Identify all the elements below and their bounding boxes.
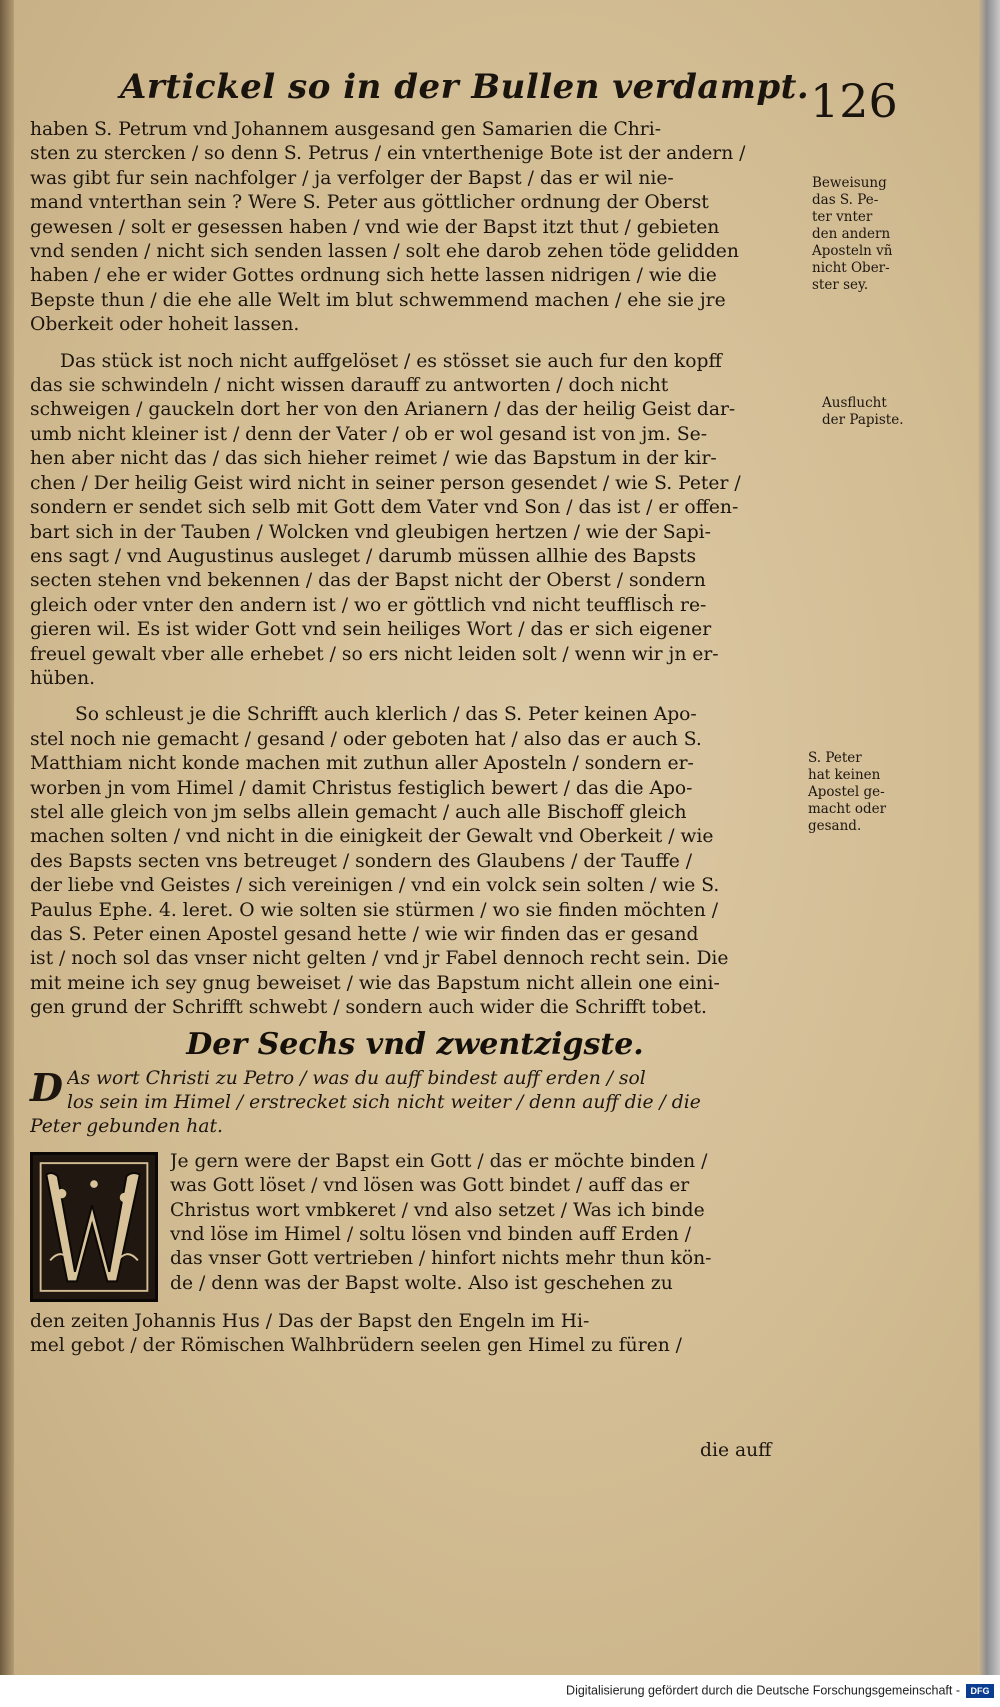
article-initial: D [30, 1064, 63, 1110]
marginal-note-3 [808, 750, 908, 835]
marginal-line: nicht Ober- [812, 260, 890, 276]
catchword: die auff [700, 1440, 772, 1461]
text-line: was Gott löset / vnd lösen was Gott bindet / auff das er [170, 1175, 690, 1197]
text-line: hen aber nicht das / das sich hieher reimet / wie das Bapstum in der kir- [30, 448, 717, 470]
text-line: Matthiam nicht konde machen mit zuthun aller Aposteln / sondern er- [30, 753, 694, 775]
marginal-line: S. Peter [808, 750, 862, 766]
marginal-line: das S. Pe- [812, 192, 879, 208]
marginal-note-2 [822, 395, 922, 429]
text-line: mel gebot / der Römischen Walhbrüdern seelen gen Himel zu füren / [30, 1335, 682, 1357]
credit-text: Digitalisierung gefördert durch die Deutsche Forschungsgemeinschaft - [566, 1683, 960, 1698]
text-line: worben jn vom Himel / damit Christus festiglich bewert / das die Apo- [30, 777, 693, 799]
page-edge [978, 0, 1000, 1675]
commentary-continued [30, 1310, 800, 1359]
text-line: stel noch nie gemacht / gesand / oder geboten hat / also das er auch S. [30, 728, 702, 750]
text-line: Christus wort vmbkeret / vnd also setzet / Was ich binde [170, 1199, 705, 1221]
text-line: gen grund der Schrifft schwebt / sondern auch wider die Schrifft tobet. [30, 997, 707, 1019]
paragraph-3 [30, 703, 800, 1020]
text-line: machen solten / vnd nicht in die einigkeit der Gewalt vnd Oberkeit / wie [30, 826, 714, 848]
marginal-line: der Papiste. [822, 412, 904, 428]
text-line: haben S. Petrum vnd Johannem ausgesand gen Samarien die Chri- [30, 119, 662, 140]
marginal-line: hat keinen [808, 767, 881, 783]
marginal-line: ter vnter [812, 209, 873, 225]
text-line: sondern er sendet sich selb mit Gott dem Vater vnd Son / das ist / er offen- [30, 497, 739, 519]
marginal-line: Ausflucht [822, 395, 887, 411]
text-line: vnd senden / nicht sich senden lassen / solt ehe darob zehen töde gelidden [30, 241, 739, 263]
page-number: 126 [810, 74, 898, 128]
text-line: freuel gewalt vber alle erhebet / so ers nicht leiden solt / wenn wir jn er- [30, 643, 719, 665]
paragraph-1 [30, 118, 800, 338]
text-line: das S. Peter einen Apostel gesand hette / wie wir finden das er gesand [30, 924, 699, 945]
text-line: vnd löse im Himel / soltu lösen vnd binden auff Erden / [170, 1224, 692, 1246]
text-line: gleich oder vnter den andern ist / wo er göttlich vnd nicht teuffliscḣ re- [30, 594, 707, 616]
text-line: der liebe vnd Geistes / sich vereinigen / vnd ein volck sein solten / wie S. [30, 875, 720, 897]
commentary-block [30, 1150, 800, 1310]
text-line: chen / Der heilig Geist wird nicht in seiner person gesendet / wie S. Peter / [30, 472, 741, 494]
marginal-line: Apostel ge- [808, 784, 885, 800]
text-line: sten zu stercken / so denn S. Petrus / ein vnterthenige Bote ist der andern / [30, 143, 746, 165]
section-heading: Der Sechs vnd zwentzigste. [186, 1026, 644, 1062]
text-line: Das stück ist noch nicht auffgelöset / es stösset sie auch fur den kopff [60, 350, 722, 372]
running-head: Artickel so in der Bullen verdampt. [120, 67, 810, 107]
text-line: das sie schwindeln / nicht wissen darauff zu antworten / doch nicht [30, 375, 669, 397]
book-spine-shadow [0, 0, 14, 1675]
text-line: gewesen / solt er gesessen haben / vnd wie der Bapst itzt thut / gebieten [30, 216, 720, 238]
text-line: As wort Christi zu Petro / was du auff bindest auff erden / sol [66, 1067, 646, 1089]
paragraph-2 [30, 350, 800, 692]
marginal-line: gesand. [808, 818, 862, 834]
text-line: was gibt fur sein nachfolger / ja verfolger der Bapst / das er wil nie- [30, 167, 674, 189]
text-line: bart sich in der Tauben / Wolcken vnd gleubigen hertzen / wie der Sapi- [30, 521, 711, 543]
text-line: mit meine ich sey gnug beweiset / wie das Bapstum nicht allein one eini- [30, 972, 720, 994]
dfg-logo-icon: DFG [966, 1684, 994, 1698]
text-line: Paulus Ephe. 4. leret. O wie solten sie stürmen / wo sie finden möchten / [30, 899, 719, 921]
text-line: los sein im Himel / erstrecket sich nicht weiter / denn auff die / die [66, 1092, 701, 1114]
main-text-block [30, 118, 800, 1359]
text-line: Oberkeit oder hoheit lassen. [30, 314, 300, 336]
marginal-line: Aposteln vñ [812, 243, 893, 259]
marginal-line: macht oder [808, 801, 887, 817]
text-line: umb nicht kleiner ist / denn der Vater / ob er wol gesand ist von jm. Se- [30, 423, 708, 445]
text-line: Peter gebunden hat. [30, 1116, 223, 1138]
text-line: das vnser Gott vertrieben / hinfort nichts mehr thun kön- [170, 1248, 712, 1270]
text-line: Bepste thun / die ehe alle Welt im blut schwemmend machen / ehe sie jre [30, 289, 726, 311]
text-line: de / denn was der Bapst wolte. Also ist geschehen zu [170, 1272, 673, 1294]
text-line: ens sagt / vnd Augustinus ausleget / darumb müssen allhie des Bapsts [30, 545, 697, 567]
text-line: secten stehen vnd bekennen / das der Bapst nicht der Oberst / sondern [30, 570, 706, 592]
text-line: haben / ehe er wider Gottes ordnung sich hette lassen nidrigen / wie die [30, 265, 717, 287]
text-line: So schleust je die Schrifft auch klerlich / das S. Peter keinen Apo- [75, 704, 697, 726]
text-line: hüben. [30, 667, 96, 689]
text-line: schweigen / gauckeln dort her von den Arianern / das der heilig Geist dar- [30, 399, 736, 421]
text-line: mand vnterthan sein ? Were S. Peter aus göttlicher ordnung der Oberst [30, 192, 709, 214]
indented-lines [170, 1150, 800, 1296]
text-line: den zeiten Johannis Hus / Das der Bapst den Engeln im Hi- [30, 1310, 590, 1332]
text-line: des Bapsts secten vns betreuget / sondern des Glaubens / der Tauffe / [30, 850, 692, 872]
marginal-line: Beweisung [812, 175, 887, 191]
text-line: gieren wil. Es ist wider Gott vnd sein heiliges Wort / das er sich eigener [30, 619, 712, 641]
digitization-credit [0, 1683, 1000, 1707]
marginal-line: den andern [812, 226, 891, 242]
text-line: Je gern were der Bapst ein Gott / das er möchte binden / [170, 1150, 708, 1172]
text-line: ist / noch sol das vnser nicht gelten / vnd jr Fabel dennoch recht sein. Die [30, 948, 729, 970]
text-line: stel alle gleich von jm selbs allein gemacht / auch alle Bischoff gleich [30, 801, 687, 823]
marginal-line: ster sey. [812, 277, 869, 293]
article-statement [30, 1064, 800, 1140]
marginal-note-1 [812, 175, 912, 294]
ornamental-initial-w-icon [30, 1152, 158, 1302]
